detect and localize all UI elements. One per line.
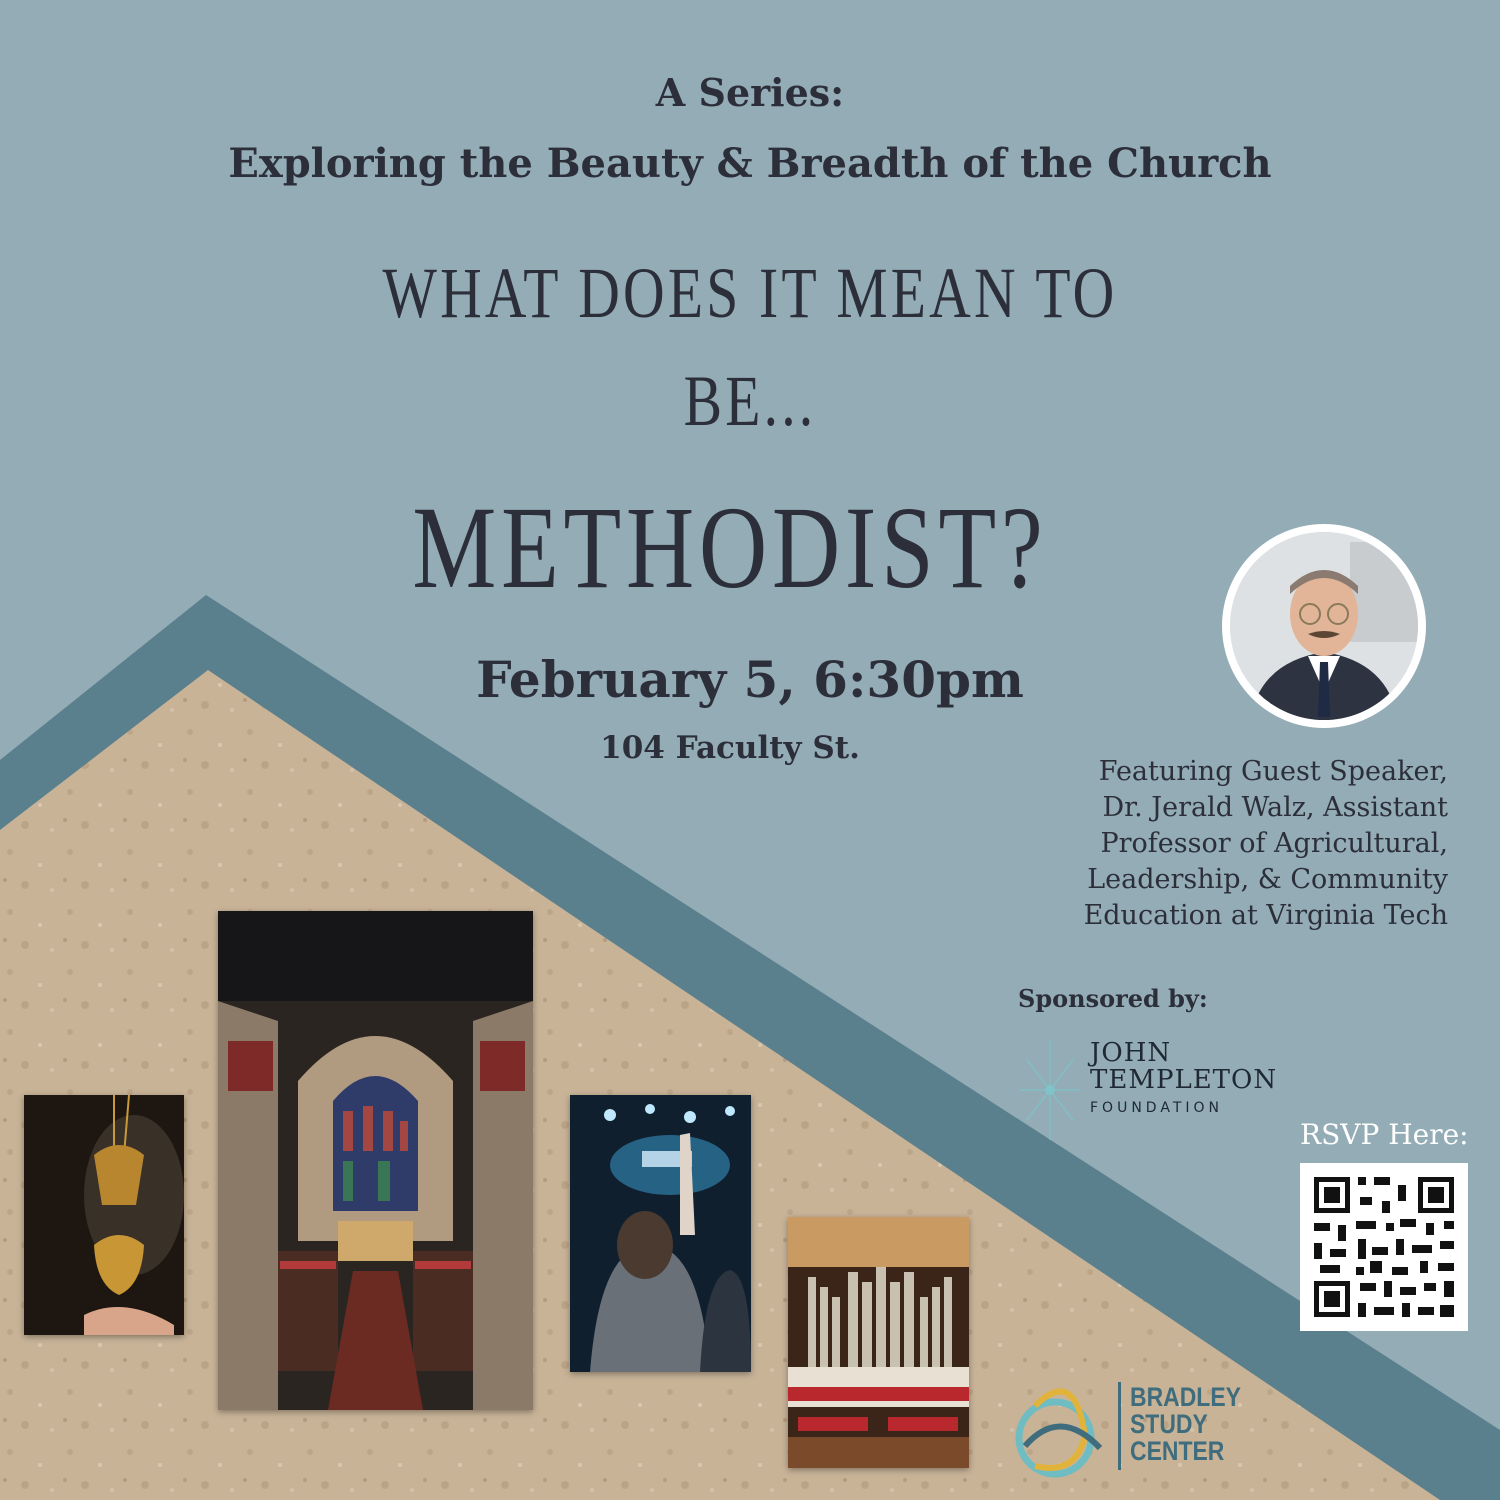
bradley-divider (1118, 1382, 1121, 1470)
rsvp-label: RSVP Here: (1300, 1118, 1469, 1151)
series-subtitle: Exploring the Beauty & Breadth of the Church (228, 140, 1272, 187)
series-label: A Series: (655, 70, 845, 115)
title-line-3: METHODIST? (412, 482, 1048, 613)
speaker-portrait (1222, 524, 1426, 728)
bradley-name-line: CENTER (1130, 1436, 1225, 1466)
event-date: February 5, 6:30pm (476, 650, 1024, 709)
speaker-line: Leadership, & Community (1087, 864, 1448, 895)
incense-censer-photo (24, 1095, 184, 1335)
title-line-2: BE... (683, 361, 817, 441)
qr-code[interactable] (1300, 1163, 1468, 1331)
bradley-name-line: BRADLEY (1130, 1382, 1241, 1412)
speaker-line: Featuring Guest Speaker, (1098, 756, 1448, 787)
speaker-info (1028, 754, 1448, 934)
speaker-line: Professor of Agricultural, (1100, 828, 1448, 859)
templeton-name (1090, 1040, 1277, 1094)
speaker-line: Education at Virginia Tech (1083, 900, 1448, 931)
templeton-name-line: TEMPLETON (1090, 1065, 1278, 1095)
templeton-foundation: FOUNDATION (1090, 1100, 1223, 1116)
speaker-line: Dr. Jerald Walz, Assistant (1102, 792, 1448, 823)
event-address: 104 Faculty St. (600, 730, 860, 766)
cathedral-interior-photo (218, 911, 533, 1410)
pipe-organ-photo (788, 1217, 969, 1468)
bradley-name-line: STUDY (1130, 1409, 1208, 1439)
title-line-1: WHAT DOES IT MEAN TO (382, 253, 1118, 333)
templeton-name-line: JOHN (1090, 1038, 1172, 1068)
worship-concert-photo (570, 1095, 751, 1372)
sponsored-label: Sponsored by: (1018, 984, 1208, 1013)
bradley-logo (1005, 1376, 1115, 1486)
templeton-logo (1015, 1035, 1085, 1145)
bradley-name (1130, 1384, 1241, 1465)
